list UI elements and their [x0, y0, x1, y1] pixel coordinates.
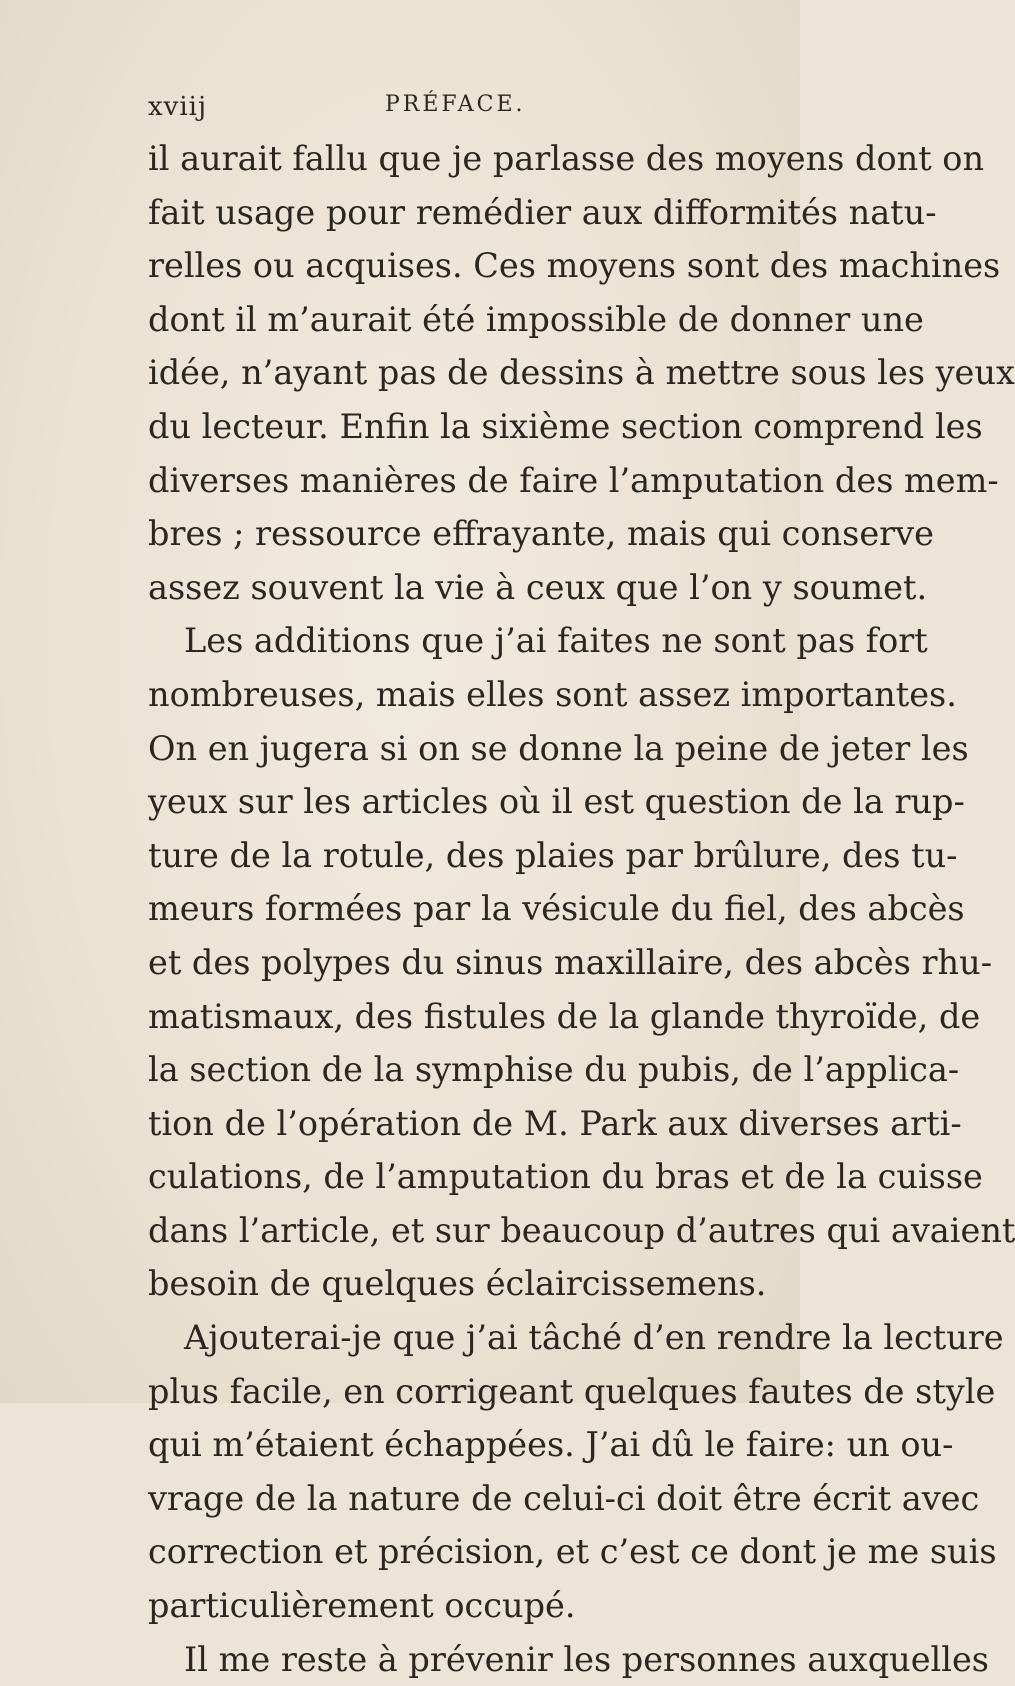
- text-line: ture de la rotule, des plaies par brûlure, des tu-: [148, 835, 958, 875]
- running-title: PRÉFACE.: [385, 92, 526, 117]
- text-line: qui m’étaient échappées. J’ai dû le faire: un ou-: [148, 1425, 954, 1465]
- text-line: Ajouterai-je que j’ai tâché d’en rendre la lecture: [184, 1318, 1004, 1358]
- text-line: Il me reste à prévenir les personnes auxquelles: [184, 1639, 989, 1679]
- text-line: culations, de l’amputation du bras et de la cuisse: [148, 1157, 983, 1197]
- text-line: bres ; ressource effrayante, mais qui conserve: [148, 514, 934, 554]
- text-line: plus facile, en corrigeant quelques fautes de style: [148, 1371, 996, 1411]
- text-line: il aurait fallu que je parlasse des moyens dont on: [148, 139, 985, 178]
- text-line: particulièrement occupé.: [148, 1586, 576, 1626]
- text-line: dont il m’aurait été impossible de donner une: [148, 299, 924, 339]
- text-line: et des polypes du sinus maxillaire, des abcès rhu-: [148, 942, 993, 982]
- text-line: nombreuses, mais elles sont assez importantes.: [148, 674, 957, 714]
- text-line: besoin de quelques éclaircissemens.: [148, 1264, 767, 1304]
- text-line: tion de l’opération de M. Park aux diverses arti-: [148, 1103, 962, 1143]
- text-line: la section de la symphise du pubis, de l’applica-: [148, 1050, 960, 1090]
- text-line: idée, n’ayant pas de dessins à mettre sous les yeux: [148, 353, 1015, 393]
- text-line: On en jugera si on se donne la peine de jeter les: [148, 728, 969, 768]
- text-line: matismaux, des fistules de la glande thyroïde, de: [148, 996, 981, 1036]
- text-line: vrage de la nature de celui-ci doit être écrit avec: [148, 1478, 980, 1518]
- text-line: du lecteur. Enfin la sixième section comprend les: [148, 406, 983, 446]
- page-header: [148, 92, 708, 132]
- page-number: xviij: [148, 92, 208, 122]
- text-line: fait usage pour remédier aux difformités natu-: [148, 192, 937, 232]
- text-line: diverses manières de faire l’amputation des mem-: [148, 460, 999, 500]
- text-line: dans l’article, et sur beaucoup d’autres qui avaient: [148, 1210, 1015, 1250]
- text-line: correction et précision, et c’est ce dont je me suis: [148, 1532, 997, 1572]
- text-line: assez souvent la vie à ceux que l’on y soumet.: [148, 567, 928, 607]
- body-text: [148, 132, 1015, 1686]
- text-line: meurs formées par la vésicule du fiel, des abcès: [148, 889, 965, 929]
- text-line: yeux sur les articles où il est question de la rup-: [148, 782, 965, 822]
- text-line: Les additions que j’ai faites ne sont pas fort: [184, 621, 928, 661]
- text-line: relles ou acquises. Ces moyens sont des machines: [148, 246, 1001, 286]
